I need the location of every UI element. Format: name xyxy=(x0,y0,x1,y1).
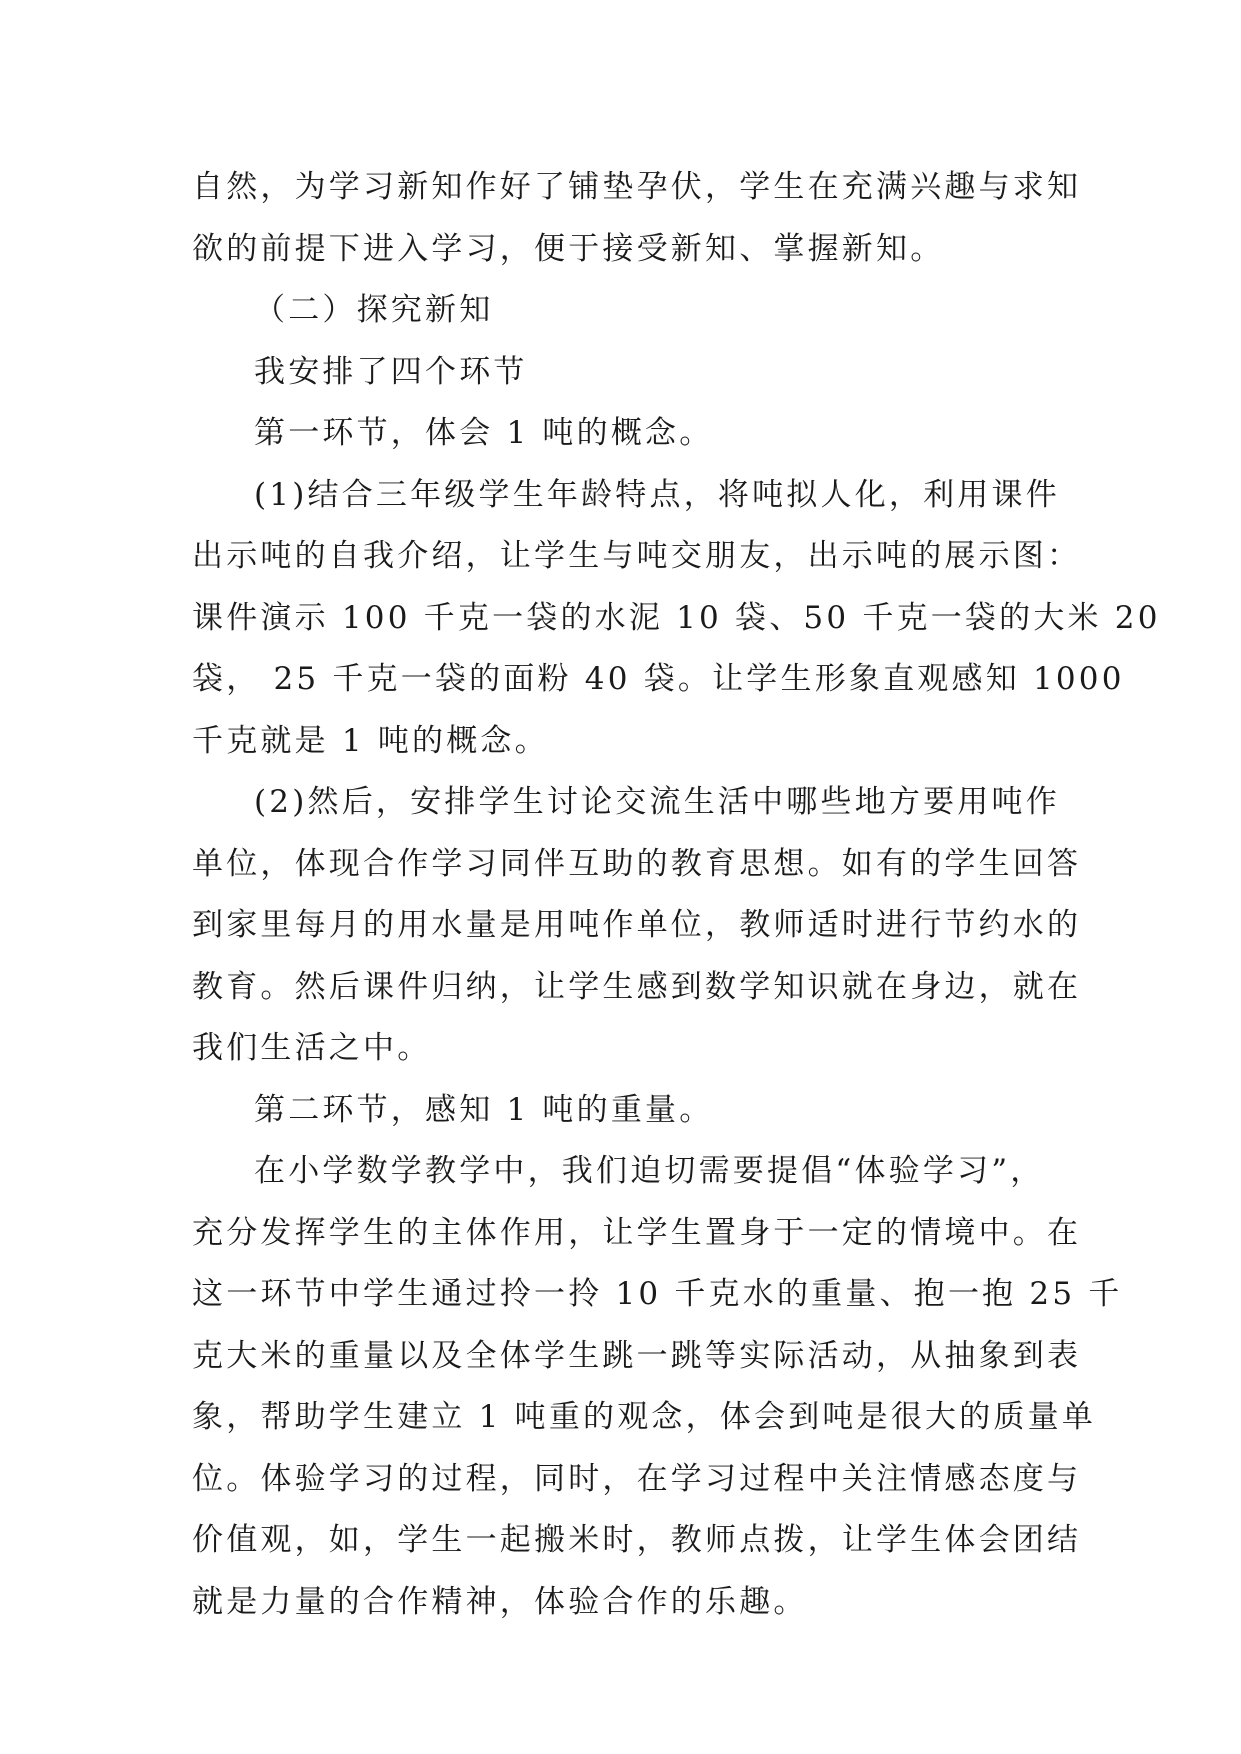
text-line: 袋， 25 千克一袋的面粉 40 袋。让学生形象直观感知 1000 xyxy=(192,661,1125,697)
text-line: 价值观，如，学生一起搬米时，教师点拨，让学生体会团结 xyxy=(192,1522,1082,1558)
text-line: (1)结合三年级学生年龄特点，将吨拟人化，利用课件 xyxy=(254,476,1060,513)
text-line: 克大米的重量以及全体学生跳一跳等实际活动，从抽象到表 xyxy=(192,1337,1082,1374)
text-line: 第一环节，体会 1 吨的概念。 xyxy=(254,415,714,451)
text-line: 象，帮助学生建立 1 吨重的观念，体会到吨是很大的质量单 xyxy=(192,1399,1097,1435)
text-line: 自然，为学习新知作好了铺垫孕伏，学生在充满兴趣与求知 xyxy=(192,169,1082,205)
text-line: 充分发挥学生的主体作用，让学生置身于一定的情境中。在 xyxy=(192,1214,1082,1251)
text-line: 第二环节，感知 1 吨的重量。 xyxy=(254,1091,714,1128)
text-line: 单位，体现合作学习同伴互助的教育思想。如有的学生回答 xyxy=(192,845,1082,882)
text-line: 就是力量的合作精神，体验合作的乐趣。 xyxy=(192,1583,808,1620)
text-line: 这一环节中学生通过拎一拎 10 千克水的重量、抱一抱 25 千 xyxy=(192,1276,1123,1312)
text-line: (2)然后，安排学生讨论交流生活中哪些地方要用吨作 xyxy=(254,784,1060,820)
text-line: 千克就是 1 吨的概念。 xyxy=(192,722,549,759)
text-line: 教育。然后课件归纳，让学生感到数学知识就在身边，就在 xyxy=(192,968,1082,1005)
text-line: 课件演示 100 千克一袋的水泥 10 袋、50 千克一袋的大米 20 xyxy=(192,599,1161,636)
section-heading: （二）探究新知 xyxy=(254,292,494,328)
text-line: 到家里每月的用水量是用吨作单位，教师适时进行节约水的 xyxy=(192,907,1082,943)
document-body xyxy=(192,157,1161,1633)
text-line: 在小学数学教学中，我们迫切需要提倡“体验学习”， xyxy=(254,1153,1045,1189)
text-line: 位。体验学习的过程，同时，在学习过程中关注情感态度与 xyxy=(192,1460,1082,1497)
text-line: 我们生活之中。 xyxy=(192,1030,432,1066)
text-line: 我安排了四个环节 xyxy=(254,353,528,390)
text-line: 欲的前提下进入学习，便于接受新知、掌握新知。 xyxy=(192,230,945,267)
text-line: 出示吨的自我介绍，让学生与吨交朋友，出示吨的展示图： xyxy=(192,538,1082,574)
